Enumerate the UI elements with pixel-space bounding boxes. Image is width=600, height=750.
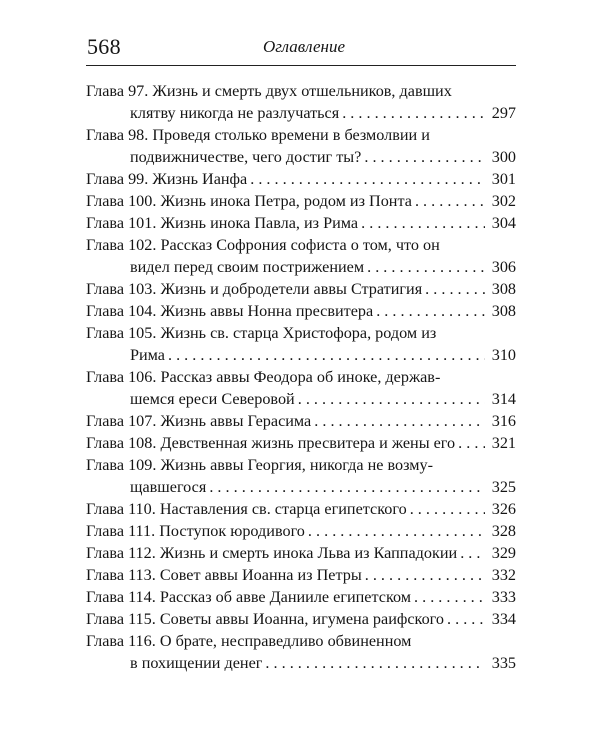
toc-entry <box>86 520 516 542</box>
toc-entry <box>86 168 516 190</box>
dot-leader <box>361 212 485 234</box>
toc-entry-text: Глава 105. Жизнь св. старца Христофора, родом из <box>86 324 437 342</box>
dot-leader <box>376 300 485 322</box>
toc-entry-text: Глава 99. Жизнь Ианфа <box>86 170 248 188</box>
toc-entry <box>86 630 516 674</box>
dot-leader <box>314 410 485 432</box>
dot-leader <box>447 608 485 630</box>
toc-entry-text: Глава 114. Рассказ об авве Даниилe египетском <box>86 588 412 606</box>
toc-page-number: 334 <box>491 610 516 628</box>
toc-entry-text: щавшегося <box>130 478 207 496</box>
toc-entry-line <box>86 300 516 322</box>
dot-leader <box>460 542 485 564</box>
toc-entry-line <box>86 124 516 146</box>
toc-entry-line <box>86 278 516 300</box>
toc-page-number: 308 <box>491 302 516 320</box>
toc-page-number: 321 <box>491 434 516 452</box>
toc-entry-text: Глава 109. Жизнь аввы Георгия, никогда не возму- <box>86 456 434 474</box>
dot-leader <box>209 476 485 498</box>
toc-page-number: 333 <box>491 588 516 606</box>
toc-entry-line <box>86 564 516 586</box>
toc-entry <box>86 498 516 520</box>
toc-entry-line <box>86 234 516 256</box>
toc-entry-text: Глава 115. Советы аввы Иоанна, игумена раифского <box>86 610 445 628</box>
table-of-contents <box>86 80 516 674</box>
toc-entry-line <box>86 432 516 454</box>
dot-leader <box>342 102 485 124</box>
running-title: Оглавление <box>262 37 346 56</box>
toc-page-number: 326 <box>491 500 516 518</box>
toc-page-number: 328 <box>491 522 516 540</box>
toc-entry-continuation-line <box>86 652 516 674</box>
toc-entry-text: Глава 110. Наставления св. старца египетского <box>86 500 407 518</box>
toc-entry-line <box>86 520 516 542</box>
toc-page-number: 301 <box>491 170 516 188</box>
toc-entry <box>86 234 516 278</box>
dot-leader <box>308 520 485 542</box>
toc-entry-text: клятву никогда не разлучаться <box>130 104 340 122</box>
toc-entry-line <box>86 80 516 102</box>
toc-entry-text: в похищении денег <box>130 654 263 672</box>
dot-leader <box>425 278 485 300</box>
dot-leader <box>168 344 485 366</box>
toc-entry-text: Глава 103. Жизнь и добродетели аввы Стратигия <box>86 280 423 298</box>
toc-entry-continuation-line <box>86 476 516 498</box>
toc-entry <box>86 300 516 322</box>
toc-page-number: 308 <box>491 280 516 298</box>
toc-page-number: 316 <box>491 412 516 430</box>
toc-entry <box>86 322 516 366</box>
toc-entry <box>86 608 516 630</box>
toc-entry-line <box>86 630 516 652</box>
toc-entry-line <box>86 212 516 234</box>
toc-entry-line <box>86 322 516 344</box>
toc-entry-continuation-line <box>86 102 516 124</box>
toc-entry-text: Глава 108. Девственная жизнь пресвитера и жены его <box>86 434 456 452</box>
toc-entry-text: Глава 101. Жизнь инока Павла, из Рима <box>86 214 359 232</box>
toc-entry <box>86 564 516 586</box>
dot-leader <box>250 168 485 190</box>
toc-page-number: 314 <box>491 390 516 408</box>
toc-entry-line <box>86 542 516 564</box>
toc-entry-text: Глава 102. Рассказ Софрония софиста о том, что он <box>86 236 440 254</box>
page-number: 568 <box>87 34 121 59</box>
toc-entry-text: Глава 107. Жизнь аввы Герасима <box>86 412 312 430</box>
dot-leader <box>367 256 485 278</box>
toc-page-number: 332 <box>491 566 516 584</box>
toc-entry-line <box>86 454 516 476</box>
toc-entry-text: шемся ереси Северовой <box>130 390 295 408</box>
toc-page-number: 297 <box>491 104 516 122</box>
toc-entry-text: Глава 100. Жизнь инока Петра, родом из Понта <box>86 192 412 210</box>
dot-leader <box>365 564 485 586</box>
toc-entry-text: Глава 97. Жизнь и смерть двух отшельников, давших <box>86 82 452 100</box>
toc-entry-text: Глава 98. Проведя столько времени в безмолвии и <box>86 126 430 144</box>
toc-entry <box>86 190 516 212</box>
dot-leader <box>414 586 485 608</box>
toc-entry-continuation-line <box>86 388 516 410</box>
toc-page-number: 302 <box>491 192 516 210</box>
toc-entry-text: подвижничестве, чего достиг ты? <box>130 148 362 166</box>
toc-entry-line <box>86 608 516 630</box>
toc-entry-text: Глава 104. Жизнь аввы Нонна пресвитера <box>86 302 374 320</box>
toc-page-number: 310 <box>491 346 516 364</box>
toc-page-number: 306 <box>491 258 516 276</box>
toc-entry-text: Глава 106. Рассказ аввы Феодора об иноке, держав- <box>86 368 441 386</box>
toc-entry <box>86 410 516 432</box>
toc-entry <box>86 80 516 124</box>
toc-entry-text: видел перед своим пострижением <box>130 258 365 276</box>
toc-entry <box>86 366 516 410</box>
dot-leader <box>364 146 485 168</box>
toc-entry <box>86 454 516 498</box>
toc-entry <box>86 586 516 608</box>
dot-leader <box>410 498 485 520</box>
dot-leader <box>415 190 485 212</box>
toc-page-number: 304 <box>491 214 516 232</box>
toc-entry-text: Глава 112. Жизнь и смерть инока Льва из Каппадокии <box>86 544 458 562</box>
toc-entry <box>86 542 516 564</box>
toc-entry-continuation-line <box>86 256 516 278</box>
toc-entry-text: Глава 113. Совет аввы Иоанна из Петры <box>86 566 362 584</box>
toc-entry <box>86 432 516 454</box>
toc-entry-text: Глава 116. О брате, несправедливо обвиненном <box>86 632 412 650</box>
toc-entry-text: Рима <box>130 346 165 364</box>
toc-entry-continuation-line <box>86 344 516 366</box>
toc-page-number: 335 <box>491 654 516 672</box>
dot-leader <box>298 388 485 410</box>
toc-entry-text: Глава 111. Поступок юродивого <box>86 522 305 540</box>
toc-entry-line <box>86 168 516 190</box>
dot-leader <box>265 652 485 674</box>
toc-page-number: 325 <box>491 478 516 496</box>
toc-entry-line <box>86 410 516 432</box>
dot-leader <box>458 432 485 454</box>
toc-page-number: 300 <box>491 148 516 166</box>
toc-entry-line <box>86 498 516 520</box>
toc-entry-line <box>86 586 516 608</box>
toc-entry <box>86 278 516 300</box>
toc-page-number: 329 <box>491 544 516 562</box>
header-rule <box>86 65 516 66</box>
toc-entry-continuation-line <box>86 146 516 168</box>
toc-entry-line <box>86 366 516 388</box>
toc-entry-line <box>86 190 516 212</box>
toc-entry <box>86 212 516 234</box>
toc-entry <box>86 124 516 168</box>
